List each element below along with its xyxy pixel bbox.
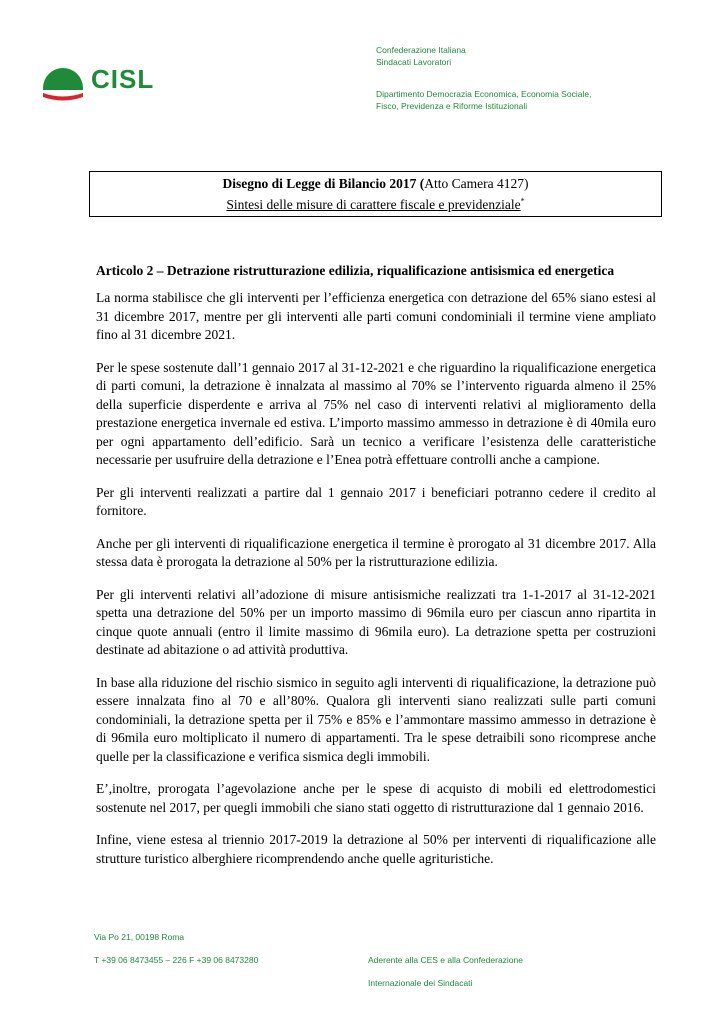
- cisl-logo: [41, 60, 171, 104]
- title-bold: Disegno di Legge di Bilancio 2017 (: [222, 176, 425, 191]
- footnote-mark: *: [520, 196, 525, 206]
- document-subtitle: [90, 197, 661, 213]
- title-rest: Atto Camera 4127): [424, 176, 529, 191]
- article-heading: Articolo 2 – Detrazione ristrutturazione edilizia, riqualificazione antisismica ed energetica: [96, 263, 615, 278]
- paragraph: La norma stabilisce che gli interventi per l’efficienza energetica con detrazione del 65% siano estesi al 31 dicembre 2017, mentre per gli interventi alle parti comuni condominiali il termine viene ampliato fino al 31 dicembre 2021.: [96, 290, 656, 342]
- article-body: [96, 289, 656, 882]
- paragraph: In base alla riduzione del rischio sismico in seguito agli interventi di riqualificazione, la detrazione può essere innalzata fino al 70 e all’80%. Qualora gli interventi siano realizzati sulle parti comuni condominiali, la detrazione spetta per il 75% e 85% e l’ammontare massimo ammesso in detrazione è di 96mila euro moltiplicato il numero di appartamenti. Tra le spese detraibili sono ricomprese anche quelle per la classificazione e verifica sismica degli immobili.: [96, 674, 656, 764]
- paragraph: Infine, viene estesa al triennio 2017-2019 la detrazione al 50% per interventi di riqualificazione alle strutture turistico alberghiere ricomprendendo anche quelle agrituristiche.: [96, 832, 656, 866]
- department-name: [376, 88, 591, 112]
- org-line: Sindacati Lavoratori: [376, 57, 452, 67]
- org-line: Confederazione Italiana: [376, 45, 466, 55]
- logo-text: CISL: [91, 64, 155, 94]
- subtitle-text: Sintesi delle misure di carattere fiscale e previdenziale: [226, 197, 521, 212]
- document-title: [90, 176, 661, 192]
- dept-line: Dipartimento Democrazia Economica, Economia Sociale,: [376, 89, 592, 99]
- paragraph: Per le spese sostenute dall’1 gennaio 2017 al 31-12-2021 e che riguardino la riqualificazione energetica di parti comuni, la detrazione è innalzata al massimo al 70% se l’intervento riguarda almeno il 25% della superficie disperdente e arriva al 75% nel caso di interventi relativi al miglioramento della prestazione energetica invernale ed estiva. L’importo massimo ammesso in detrazione è di 40mila euro per ogni appartamento dell’edificio. Sarà un tecnico a verificare l’esistenza delle caratteristiche necessarie per usufruire della detrazione e l’Enea potrà effettuare controlli anche a campione.: [96, 359, 656, 467]
- paragraph: E’,inoltre, prorogata l’agevolazione anche per le spese di acquisto di mobili ed elettrodomestici sostenute nel 2017, per quegli immobili che siano stati oggetto di ristrutturazione dal 1 gennaio 2016.: [96, 781, 656, 815]
- paragraph: Anche per gli interventi di riqualificazione energetica il termine è prorogato al 31 dicembre 2017. Alla stessa data è prorogata la detrazione al 50% per la ristrutturazione edilizia.: [96, 535, 656, 569]
- title-box: [89, 171, 662, 217]
- cisl-logo-mark-icon: [41, 60, 85, 104]
- organization-name: [376, 44, 466, 68]
- paragraph: Per gli interventi realizzati a partire dal 1 gennaio 2017 i beneficiari potranno cedere il credito al fornitore.: [96, 484, 656, 518]
- paragraph: Per gli interventi relativi all’adozione di misure antisismiche realizzati tra 1-1-2017 al 31-12-2021 spetta una detrazione del 50% per un importo massimo di 96mila euro per ciascun anno ripartita in cinque quote annuali (entro il limite massimo di 96mila euro). La detrazione spetta per costruzioni destinate ad abitazione o ad attività produttiva.: [96, 586, 656, 657]
- footer-affiliation: [368, 955, 523, 988]
- footer-address: Via Po 21, 00198 Roma: [94, 932, 185, 942]
- affiliation-line: Internazionale dei Sindacati: [368, 978, 473, 988]
- affiliation-line: Aderente alla CES e alla Confederazione: [368, 955, 523, 965]
- footer-phone: T +39 06 8473455 – 226 F +39 06 8473280: [94, 955, 259, 965]
- dept-line: Fisco, Previdenza e Riforme Istituzionali: [376, 101, 528, 111]
